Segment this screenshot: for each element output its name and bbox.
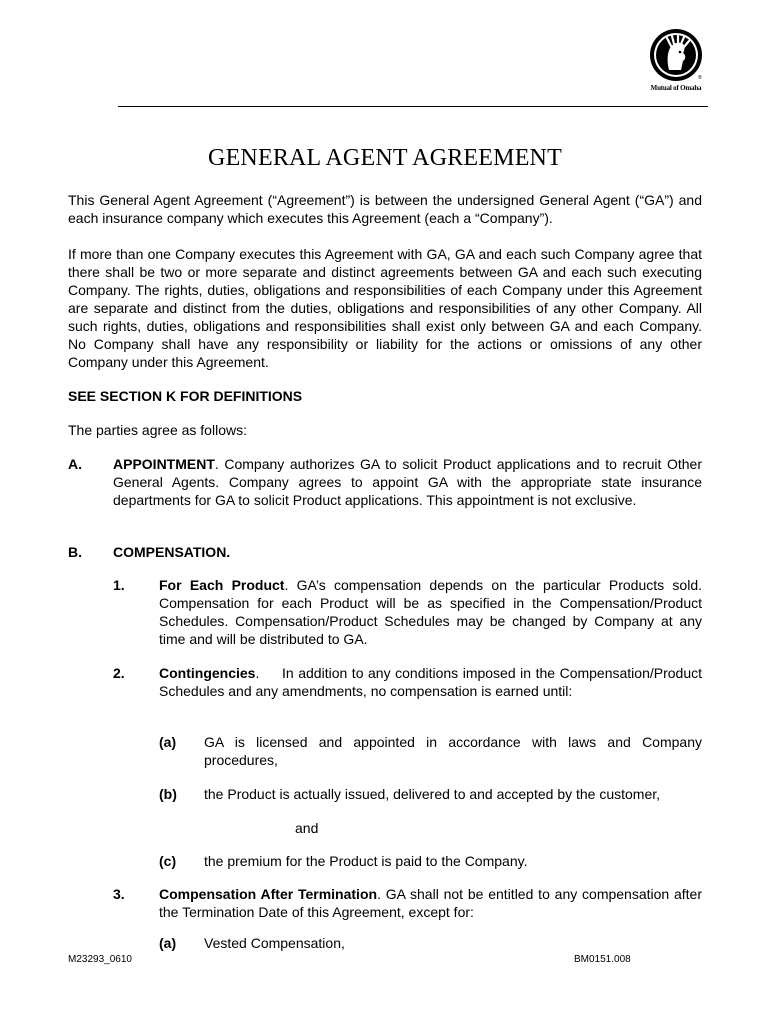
item-1-heading: For Each Product [159,577,285,593]
company-logo [645,26,707,96]
header-divider [118,106,708,107]
item-2-heading: Contingencies [159,665,256,681]
section-a-text: . Company authorizes GA to solicit Product applications and to recruit Other General Agents. Company agrees to appoint GA with the appropriate state insurance departments for GA to solicit Product applications. This appointment is not exclusive. [113,456,702,508]
multi-company-paragraph: If more than one Company executes this Agreement with GA, GA and each such Company agree that there shall be two or more separate and distinct agreements between GA and each such executing Company. The rights, duties, obligations and responsibilities of each Company under this Agreement are separate and distinct from the duties, obligations and responsibilities of any other Company. All such rights, duties, obligations and responsibilities shall exist only between GA and each Company. No Company shall have any responsibility or liability for the actions or omissions of any other Company under this Agreement. [68,246,702,370]
item-2-text: . In addition to any conditions imposed in the Compensation/Product Schedules and any amendments, no compensation is earned until: [159,665,706,699]
indian-head-icon [645,26,707,84]
item-3a-text: Vested Compensation, [204,935,345,951]
section-b-heading: COMPENSATION. [113,544,231,560]
intro-paragraph: This General Agent Agreement (“Agreement”) is between the undersigned General Agent (“GA”) and each insurance company which executes this Agreement (each a “Company”). [68,192,702,226]
section-a-heading: APPOINTMENT [113,456,215,472]
item-1-marker: 1. [113,577,125,593]
footer-document-code: BM0151.008 [574,954,631,965]
item-3a-marker: (a) [159,935,177,951]
item-2a-text: GA is licensed and appointed in accordance with laws and Company procedures, [204,734,702,768]
section-a-body [113,455,702,509]
item-1-text: . GA’s compensation depends on the particular Products sold. Compensation for each Product will be as specified in the Compensation/Product Schedules. Compensation/Product Schedules may be changed by Company at any time and will be distributed to GA. [159,577,703,647]
item-3-text: . GA shall not be entitled to any compensation after the Termination Date of this Agreement, except for: [159,886,703,920]
item-2c-text: the premium for the Product is paid to the Company. [204,853,528,869]
item-2c-marker: (c) [159,853,177,869]
item-3-heading: Compensation After Termination [159,886,378,902]
document-title: GENERAL AGENT AGREEMENT [208,145,562,171]
item-2a-marker: (a) [159,734,177,750]
item-3-body [159,885,702,921]
footer-form-number: M23293_0610 [68,954,132,965]
and-connector: and [295,820,319,836]
section-b-marker: B. [68,544,82,560]
svg-text:®: ® [698,75,702,81]
item-2-marker: 2. [113,665,125,681]
parties-paragraph: The parties agree as follows: [68,422,247,438]
item-2-body [159,664,706,700]
item-1-body [159,576,702,648]
definitions-reference: SEE SECTION K FOR DEFINITIONS [68,388,303,404]
logo-wordmark: Mutual of Omaha [650,84,702,92]
item-2b-text: the Product is actually issued, delivered to and accepted by the customer, [204,786,661,802]
section-a-marker: A. [68,456,82,472]
item-2b-marker: (b) [159,786,177,802]
item-3-marker: 3. [113,886,125,902]
